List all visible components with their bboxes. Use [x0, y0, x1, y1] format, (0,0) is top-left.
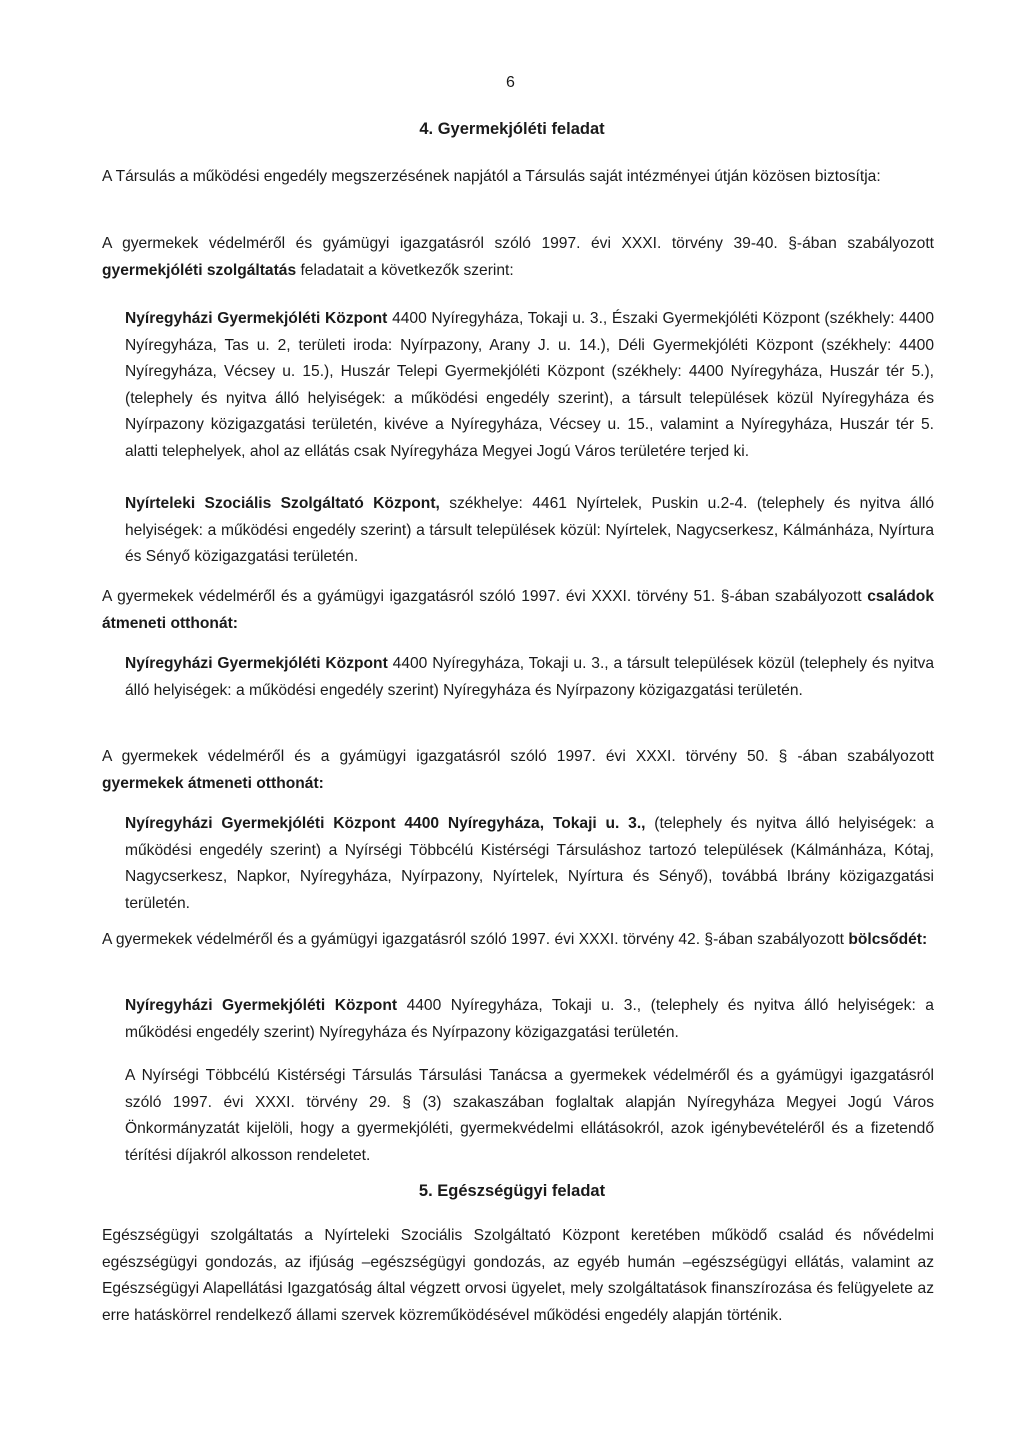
paragraph-nyirteleki-kozpont — [125, 491, 934, 571]
p6-bold: gyermekek átmeneti otthonát: — [102, 774, 324, 792]
p9-bold: Nyíregyházi Gyermekjóléti Központ — [125, 997, 398, 1014]
p1-text: A gyermekek védelméről és gyámügyi igazgatásról szóló 1997. évi XXXI. törvény 39-40. §-ában szabályozott — [102, 235, 934, 252]
p7-text: (telephely és nyitva álló helyiségek: a működési engedély szerint) a Nyírségi Többcélú Kistérségi Társuláshoz tartozó települések (Kálmánháza, Kótaj, Nagycserkesz, Napkor, Nyíregyháza, Nyírpazony, Nyírtelek, Nyírtura és Sényő), továbbá Ibrány közigazgatási területén. — [125, 815, 934, 912]
p4-text: A gyermekek védelméről és a gyámügyi igazgatásról szóló 1997. évi XXXI. törvény 51. §-ában szabályozott — [102, 588, 868, 605]
paragraph-csaladok-atmeneti-otthona — [102, 584, 934, 637]
paragraph-bolcsode-nyiregyhazi — [125, 993, 934, 1046]
p8-bold: bölcsődét: — [848, 931, 928, 948]
p3-text: székhelye: 4461 Nyírtelek, Puskin u.2-4. (telephely és nyitva álló helyiségek: a működési engedély szerint) a társult települések közül: Nyírtelek, Nagycserkesz, Kálmánháza, Nyírtura és Sényő közigazgatási területén. — [125, 495, 934, 566]
paragraph-bolcsode — [102, 927, 934, 954]
p5-text: 4400 Nyíregyháza, Tokaji u. 3., a társult települések közül (telephely és nyitva álló helyiségek: a működési engedély szerint) Nyíregyháza és Nyírpazony közigazgatási területén. — [125, 655, 934, 699]
p5-bold: Nyíregyházi Gyermekjóléti Központ — [125, 655, 388, 672]
p6-text: A gyermekek védelméről és a gyámügyi igazgatásról szóló 1997. évi XXXI. törvény 50. § -ában szabályozott — [102, 748, 934, 765]
paragraph-gyermekjoleti-szolgaltatas — [102, 231, 934, 284]
paragraph-tarsulasi-tanacs: A Nyírségi Többcélú Kistérségi Társulás Társulási Tanácsa a gyermekek védelméről és a gyámügyi igazgatásról szóló 1997. évi XXXI. törvény 29. § (3) szakaszában foglaltak alapján Nyíregyháza Megyei Jogú Város Önkormányzatát kijelöli, hogy a gyermekjóléti, gyermekvédelmi ellátásokról, azok igénybevételéről és a fizetendő térítési díjakról alkosson rendeletet. — [125, 1067, 934, 1164]
section-5-heading: 5. Egészségügyi feladat — [418, 1182, 606, 1200]
p4-bold: családok átmeneti otthonát: — [102, 588, 934, 632]
section-4-heading: 4. Gyermekjóléti feladat — [419, 120, 605, 138]
paragraph-csaladok-nyiregyhazi — [125, 651, 934, 704]
p2-bold: Nyíregyházi Gyermekjóléti Központ — [125, 310, 388, 327]
paragraph-nyiregyhazi-kozpont — [125, 306, 934, 466]
p1-tail: feladatait a következők szerint: — [296, 261, 514, 279]
p3-bold: Nyírteleki Szociális Szolgáltató Központ, — [125, 495, 440, 512]
paragraph-gyermekek-nyiregyhazi — [125, 811, 934, 917]
p7-bold: Nyíregyházi Gyermekjóléti Központ 4400 Nyíregyháza, Tokaji u. 3., — [125, 815, 646, 832]
section-4-intro: A Társulás a működési engedély megszerzésének napjától a Társulás saját intézményei útján közösen biztosítja: — [102, 168, 881, 185]
page-number: 6 — [506, 74, 515, 91]
p8-text: A gyermekek védelméről és a gyámügyi igazgatásról szóló 1997. évi XXXI. törvény 42. §-ában szabályozott — [102, 931, 849, 948]
paragraph-egeszsegugyi-szolgaltatas: Egészségügyi szolgáltatás a Nyírteleki Szociális Szolgáltató Központ keretében működő család és nővédelmi egészségügyi gondozás, az ifjúság –egészségügyi gondozás, az egyéb humán –egészségügyi ellátás, valamint az Egészségügyi Alapellátási Igazgatóság által végzett orvosi ügyelet, mely szolgáltatások finanszírozása és felügyelete az erre hatáskörrel rendelkező állami szervek közreműködésével működési engedély alapján történik. — [102, 1227, 934, 1324]
p9-text: 4400 Nyíregyháza, Tokaji u. 3., (telephely és nyitva álló helyiségek: a működési engedély szerint) Nyíregyháza és Nyírpazony közigazgatási területén. — [125, 997, 934, 1041]
p1-bold: gyermekjóléti szolgáltatás — [102, 261, 297, 279]
p2-text: 4400 Nyíregyháza, Tokaji u. 3., Északi Gyermekjóléti Központ (székhely: 4400 Nyíregyháza, Tas u. 2, területi iroda: Nyírpazony, Arany J. u. 14.), Déli Gyermekjóléti Központ (székhely: 4400 Nyíregyháza, Vécsey u. 15.), Huszár Telepi Gyermekjóléti Központ (székhely: 4400 Nyíregyháza, Huszár tér 5.), (telephely és nyitva álló helyiségek: a működési engedély szerint), a társult települések közül Nyíregyháza és Nyírpazony közigazgatási területén, kivéve a Nyíregyháza, Vécsey u. 15., valamint a Nyíregyháza, Huszár tér 5. alatti telephelyek, ahol az ellátás csak Nyíregyháza Megyei Jogú Város területére terjed ki. — [125, 310, 934, 460]
paragraph-gyermekek-atmeneti-otthona — [102, 744, 934, 797]
